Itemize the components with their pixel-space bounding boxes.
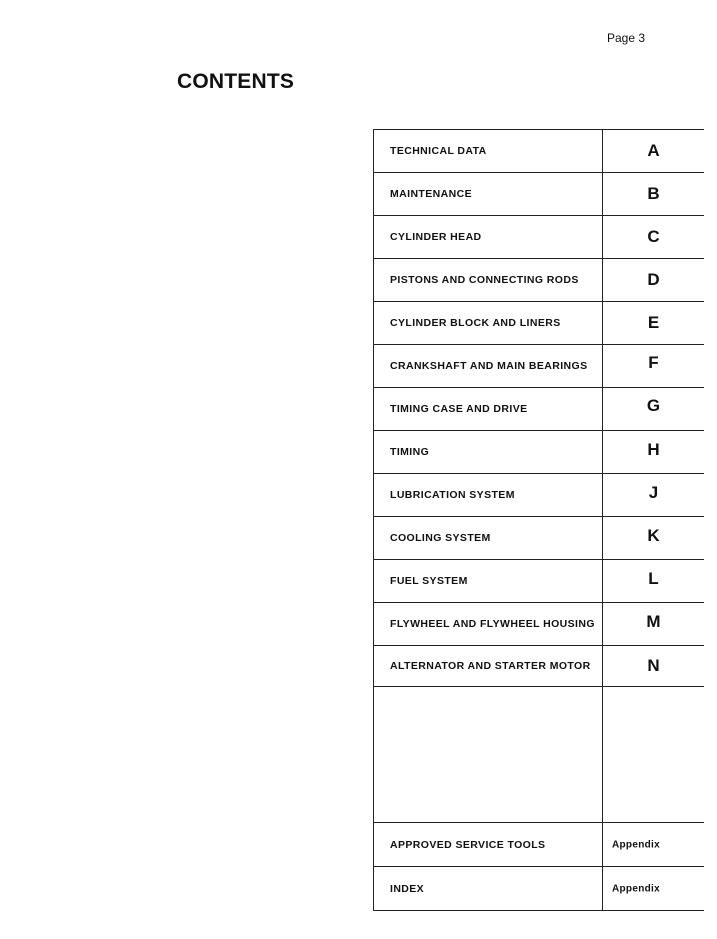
section-tab-letter: K xyxy=(647,526,660,545)
contents-row-pistons[interactable] xyxy=(374,258,704,301)
section-tab-letter: H xyxy=(647,440,660,459)
contents-row-flywheel[interactable] xyxy=(374,602,704,645)
contents-row-crankshaft[interactable] xyxy=(374,344,704,387)
contents-table xyxy=(373,129,704,911)
section-tab-letter: B xyxy=(647,184,660,203)
section-tab-letter: F xyxy=(648,353,659,372)
section-tab-letter: E xyxy=(647,313,660,332)
contents-row-blank xyxy=(374,686,704,822)
section-tab-letter: L xyxy=(648,569,659,588)
contents-row-maintenance[interactable] xyxy=(374,172,704,215)
section-tab-appendix: Appendix xyxy=(612,883,660,894)
section-label: CYLINDER BLOCK AND LINERS xyxy=(390,317,561,329)
contents-row-cylinder-head[interactable] xyxy=(374,215,704,258)
section-label: TECHNICAL DATA xyxy=(390,145,487,157)
section-tab-letter: C xyxy=(647,227,660,246)
section-label: FLYWHEEL AND FLYWHEEL HOUSING xyxy=(390,618,595,630)
section-label: LUBRICATION SYSTEM xyxy=(390,489,515,501)
section-label: TIMING CASE AND DRIVE xyxy=(390,403,528,415)
contents-row-fuel[interactable] xyxy=(374,559,704,602)
section-label: CRANKSHAFT AND MAIN BEARINGS xyxy=(390,360,588,372)
section-tab-letter: A xyxy=(647,141,660,160)
contents-row-alternator[interactable] xyxy=(374,645,704,686)
section-tab-letter: M xyxy=(646,612,661,631)
section-tab-letter: J xyxy=(648,483,659,502)
section-tab-letter: D xyxy=(647,270,660,289)
section-label: APPROVED SERVICE TOOLS xyxy=(390,838,546,851)
section-label: MAINTENANCE xyxy=(390,188,472,200)
contents-row-timing[interactable] xyxy=(374,430,704,473)
section-label: FUEL SYSTEM xyxy=(390,575,468,587)
contents-row-timing-case[interactable] xyxy=(374,387,704,430)
section-tab-appendix: Appendix xyxy=(612,839,660,850)
section-label: ALTERNATOR AND STARTER MOTOR xyxy=(390,660,591,672)
contents-row-technical-data[interactable] xyxy=(374,129,704,172)
contents-row-cooling[interactable] xyxy=(374,516,704,559)
section-label: INDEX xyxy=(390,882,425,895)
contents-row-index[interactable] xyxy=(374,866,704,910)
section-label: CYLINDER HEAD xyxy=(390,231,482,243)
section-label: COOLING SYSTEM xyxy=(390,532,491,544)
contents-row-lubrication[interactable] xyxy=(374,473,704,516)
section-tab-letter: N xyxy=(647,656,660,675)
section-label: TIMING xyxy=(390,446,430,458)
page-number: Page 3 xyxy=(607,31,646,45)
section-label: PISTONS AND CONNECTING RODS xyxy=(390,274,579,286)
section-tab-letter: G xyxy=(646,396,661,415)
contents-row-cylinder-block[interactable] xyxy=(374,301,704,344)
page-title: CONTENTS xyxy=(177,70,295,93)
contents-row-service-tools[interactable] xyxy=(374,822,704,866)
